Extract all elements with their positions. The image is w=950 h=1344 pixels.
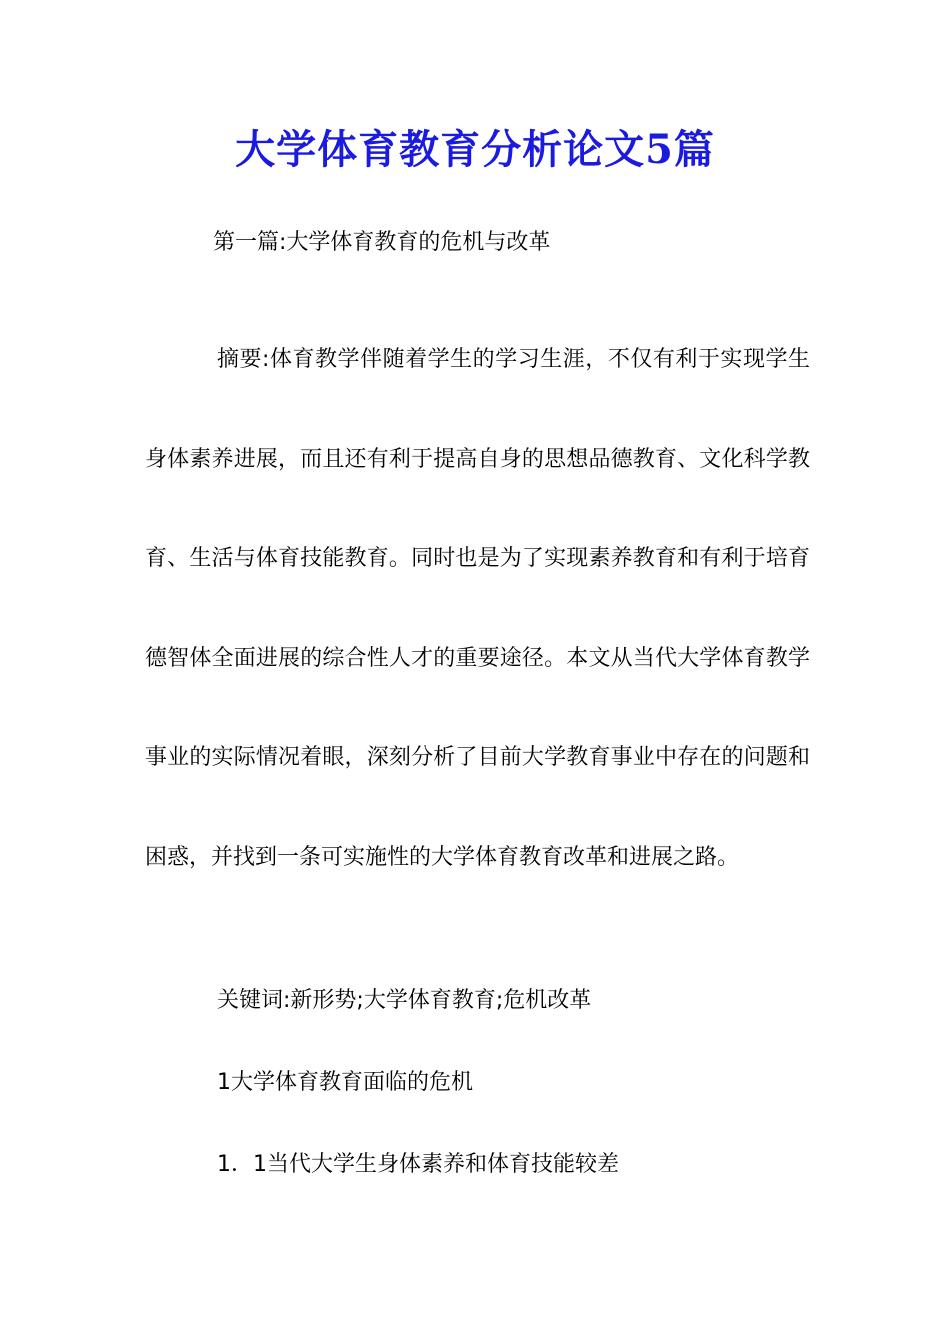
- abstract-paragraph: 摘要:体育教学伴随着学生的学习生涯，不仅有利于实现学生身体素养进展，而且还有利于提高自身的思想品德教育、文化科学教育、生活与体育技能教育。同时也是为了实现素养教育和有利于培育德智体全面进展的综合性人才的重要途径。本文从当代大学体育教学事业的实际情况着眼，深刻分析了目前大学教育事业中存在的问题和困惑，并找到一条可实施性的大学体育教育改革和进展之路。: [145, 347, 810, 870]
- heading-1-1: 1．1当代大学生身体素养和体育技能较差: [217, 1152, 619, 1177]
- heading-1: 1大学体育教育面临的危机: [217, 1070, 473, 1095]
- document-title: 大学体育教育分析论文5篇: [235, 126, 715, 173]
- section-heading: 第一篇:大学体育教育的危机与改革: [213, 230, 551, 255]
- keywords-line: 关键词:新形势;大学体育教育;危机改革: [217, 988, 592, 1013]
